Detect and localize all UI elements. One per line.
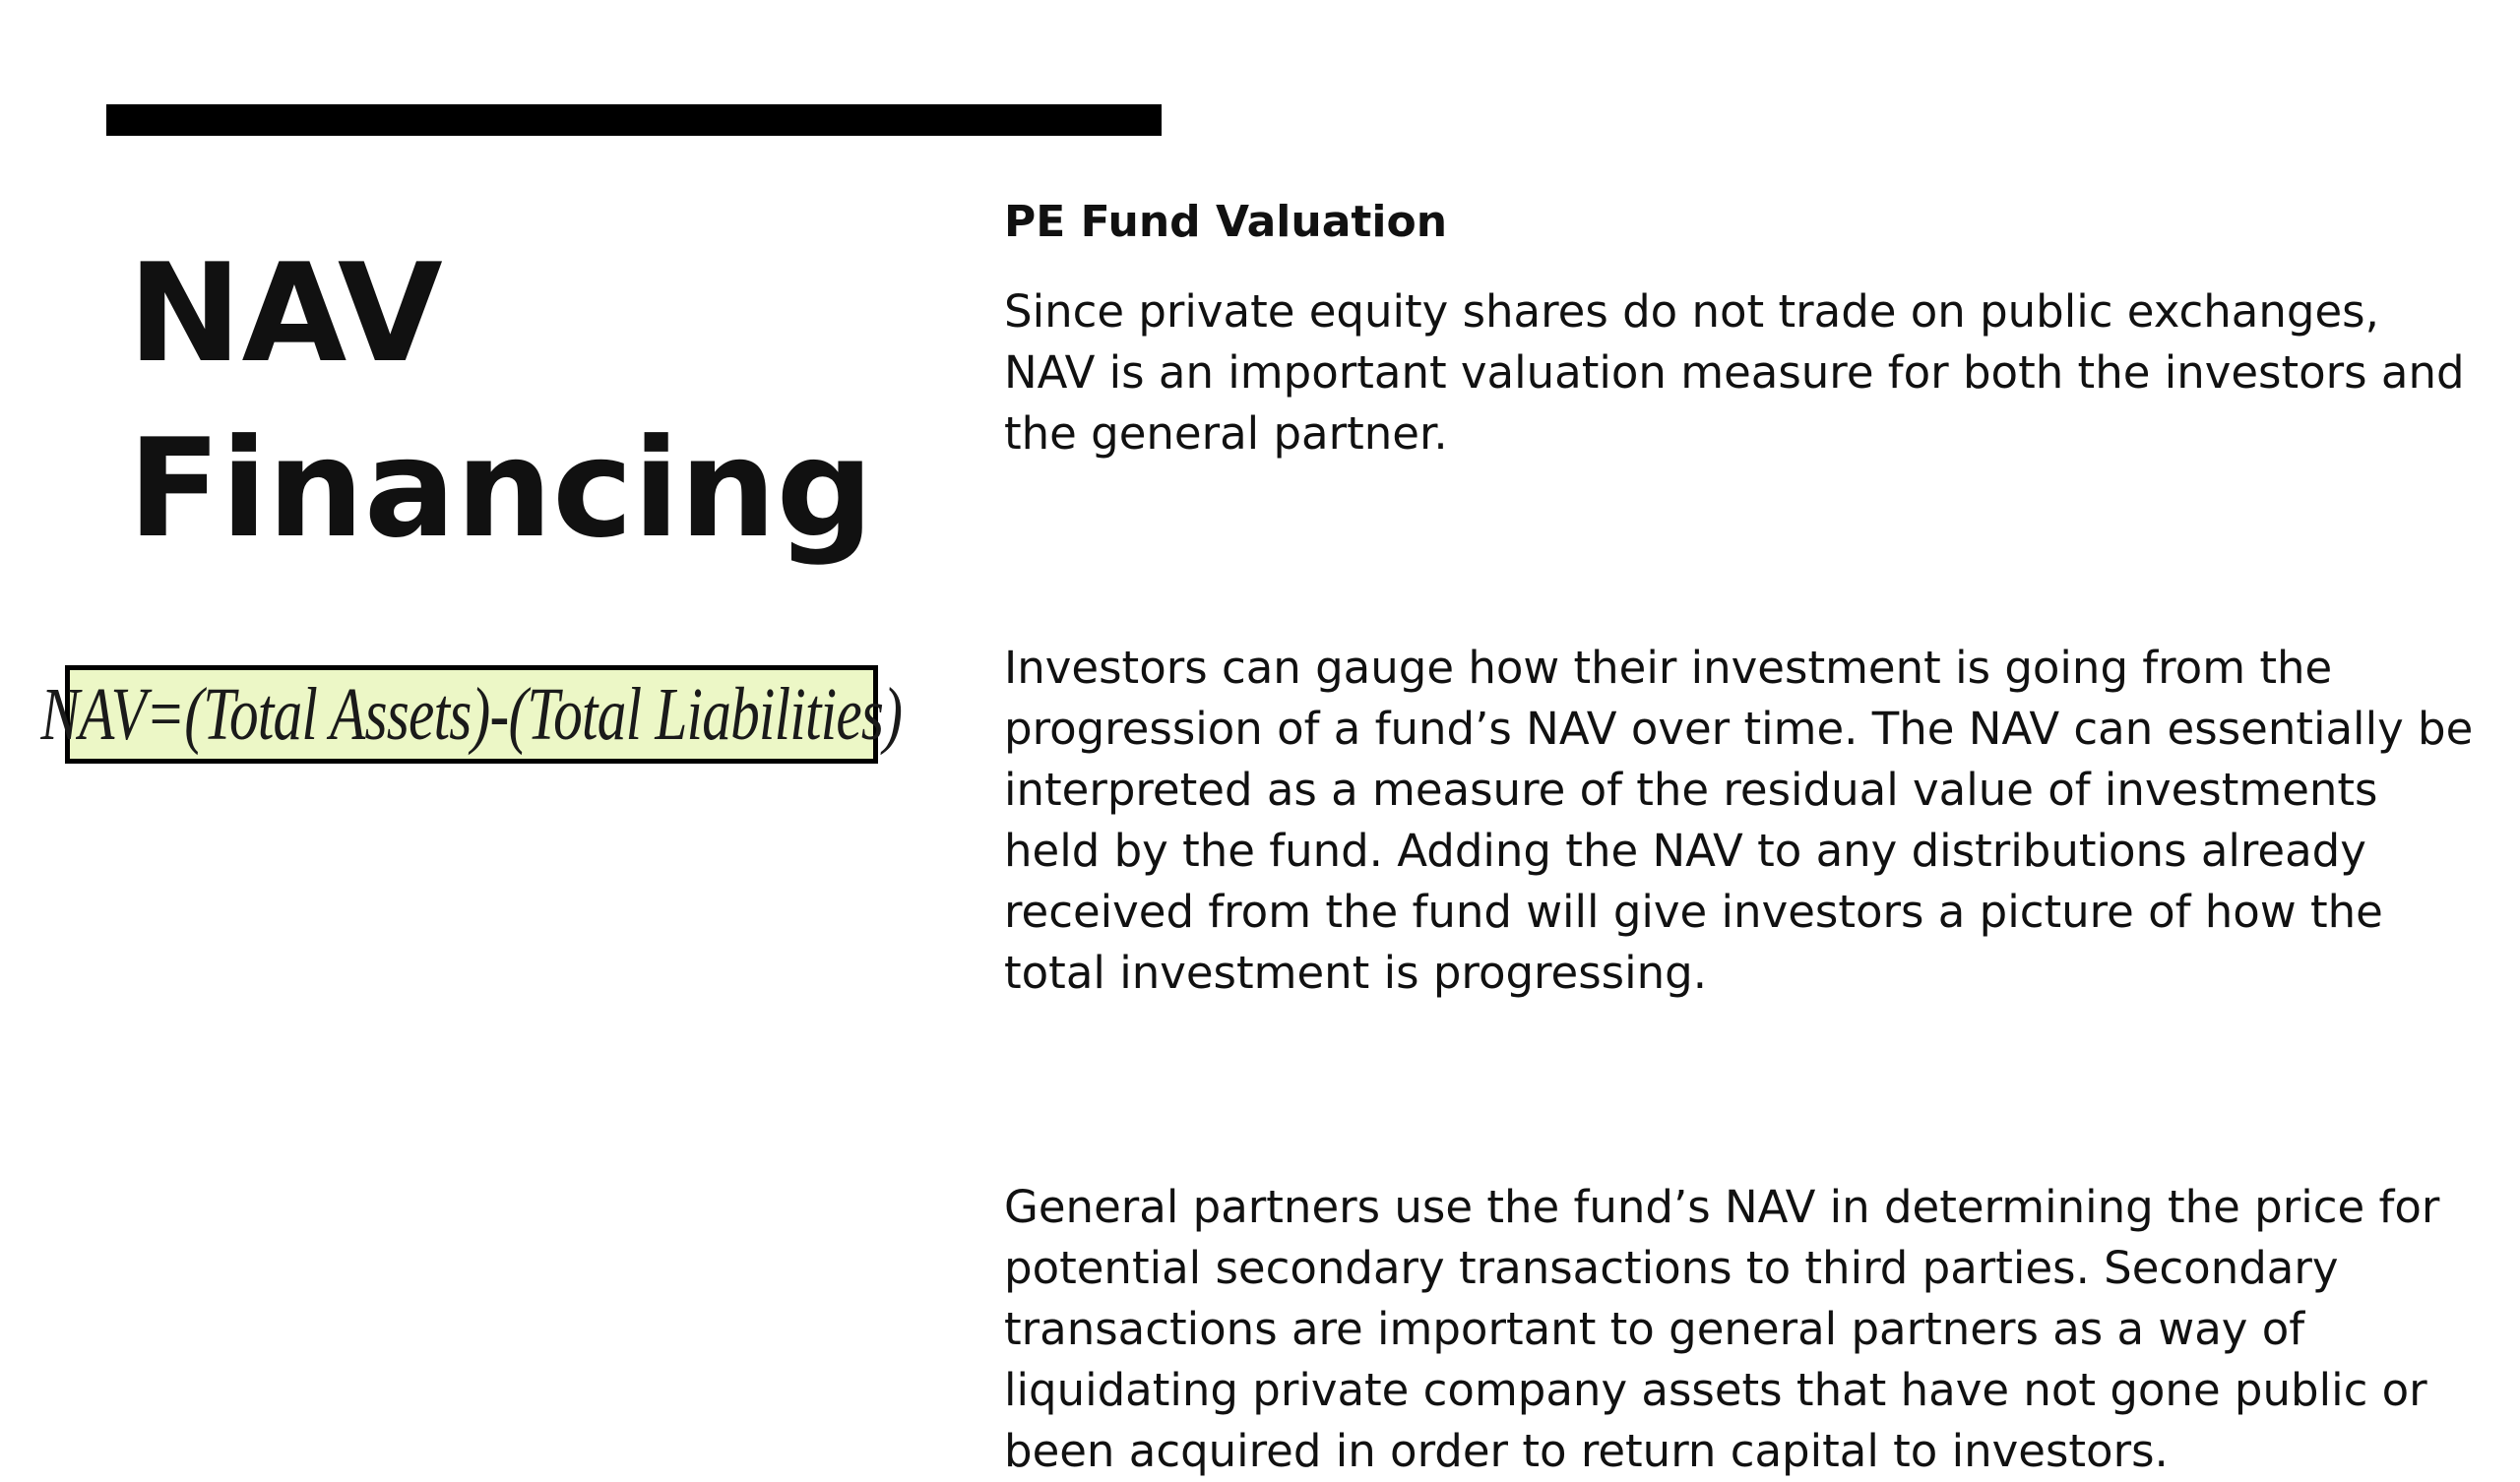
content-column xyxy=(1004,193,2481,1482)
nav-formula-box xyxy=(40,665,903,764)
slide-title-line-1: NAV xyxy=(128,234,443,393)
nav-formula: NAV=(Total Assets)-(Total Liabilities) xyxy=(40,673,903,756)
slide-title xyxy=(128,226,935,577)
slide-title-line-2: Financing xyxy=(128,409,874,568)
paragraph-general-partners: General partners use the fund’s NAV in determining the price for potential secondary transactions to third parties. Secondary transactions are important to general partners as a way of liquidating private company assets that have not gone public or been acquired in order to return capital to investors. xyxy=(1004,1181,2440,1477)
section-heading: PE Fund Valuation xyxy=(1004,197,1448,247)
top-accent-bar xyxy=(106,104,1162,136)
paragraph-investors: Investors can gauge how their investment is going from the progression of a fund’s NAV over time. The NAV can essentially be interpreted as a measure of the residual value of investments held by the fund. Adding the NAV to any distributions already received from the fund will give investors a picture of how the total investment is progressing. xyxy=(1004,642,2474,999)
paragraph-valuation: Since private equity shares do not trade on public exchanges, NAV is an important valuation measure for both the investors and the general partner. xyxy=(1004,285,2465,460)
